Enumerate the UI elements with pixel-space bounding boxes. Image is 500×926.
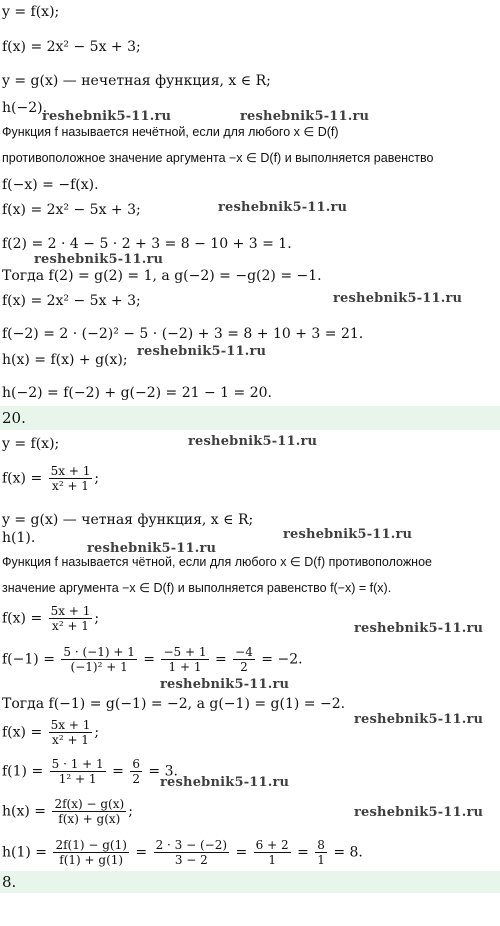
p2-line-13: h(1) = $\frac{2f(1) - g(1)}{f(1) + g(1)}$ = $\frac{2 \cdot 3 - (-2)}{3 - 2}$ = $\frac{6 + 2}{1}$ = $\frac{8}{1}$ = 8.: [2, 838, 363, 867]
p2-fraction: $\frac{5x + 1}{\text{x² + 1}}$: [50, 464, 91, 493]
p2-fraction: $\frac{8}{1}$: [317, 838, 325, 867]
p2-line-1: y = f(x);: [2, 436, 60, 452]
watermark: reshebnik5-11.ru: [333, 291, 463, 306]
p2-definition-1: Функция f называется чётной, если для любого x ∈ D(f) противоположное: [2, 555, 432, 569]
watermark: reshebnik5-11.ru: [137, 344, 267, 359]
p2-answer: 8.: [0, 871, 500, 893]
p2-fraction: $\frac{2f(1) - g(1)}{f(1) + g(1)}$: [55, 838, 127, 867]
p1-line-2: f(x) = 2x² − 5x + 3;: [2, 39, 141, 55]
p2-fraction: $\frac{5 \cdot (-1) + 1}{\text{(−1)² + 1}}$: [63, 645, 135, 674]
p2-fraction: $\frac{-4}{2}$: [235, 645, 253, 674]
p2-fraction: $\frac{2f(x) - g(x)}{f(x) + g(x)}$: [54, 797, 125, 826]
p1-line-4: h(−2).: [2, 100, 48, 116]
p1-line-8: f(x) = 2x² − 5x + 3;: [2, 202, 141, 218]
p1-definition-2: противоположное значение аргумента −x ∈ D(f) и выполняется равенство: [2, 151, 434, 165]
p2-line-9: Тогда f(−1) = g(−1) = −2, а g(−1) = g(1) = −2.: [2, 696, 346, 712]
p1-line-3: y = g(x) — нечетная функция, x ∈ R;: [2, 73, 271, 89]
watermark: reshebnik5-11.ru: [240, 109, 370, 124]
p2-line-11: f(1) = $\frac{5 \cdot 1 + 1}{\text{1² + 1}}$ = $\frac{6}{2}$ = 3.: [2, 757, 178, 786]
p2-line-7: f(x) = $\frac{5x + 1}{\text{x² + 1}}$ ;: [2, 604, 100, 633]
watermark: reshebnik5-11.ru: [354, 621, 484, 636]
p1-line-13: h(x) = f(x) + g(x);: [2, 352, 128, 368]
p1-definition-1: Функция f называется нечётной, если для любого x ∈ D(f): [2, 125, 339, 139]
p2-fraction: $\frac{5x + 1}{\text{x² + 1}}$: [50, 604, 91, 633]
p2-fraction: $\frac{-5 + 1}{1 + 1}$: [163, 645, 207, 674]
p2-fraction: $\frac{5 \cdot 1 + 1}{\text{1² + 1}}$: [51, 757, 104, 786]
p1-line-9: f(2) = 2 · 4 − 5 · 2 + 3 = 8 − 10 + 3 = 1.: [2, 236, 292, 252]
p2-definition-2: значение аргумента −x ∈ D(f) и выполняется равенство f(−x) = f(x).: [2, 581, 392, 595]
p2-fraction: $\frac{6 + 2}{1}$: [255, 838, 289, 867]
watermark: reshebnik5-11.ru: [354, 712, 484, 727]
p1-line-7: f(−x) = −f(x).: [2, 177, 99, 193]
p2-fraction: $\frac{5x + 1}{\text{x² + 1}}$: [50, 718, 91, 747]
watermark: reshebnik5-11.ru: [160, 677, 290, 692]
watermark: reshebnik5-11.ru: [87, 541, 217, 556]
p1-line-1: y = f(x);: [2, 4, 60, 20]
watermark: reshebnik5-11.ru: [188, 434, 318, 449]
p1-answer: 20.: [0, 406, 500, 430]
p1-line-11: f(x) = 2x² − 5x + 3;: [2, 293, 141, 309]
p2-line-12: h(x) = $\frac{2f(x) - g(x)}{f(x) + g(x)}$ ;: [2, 797, 133, 826]
watermark: reshebnik5-11.ru: [218, 200, 348, 215]
watermark: reshebnik5-11.ru: [34, 252, 164, 267]
p1-line-14: h(−2) = f(−2) + g(−2) = 21 − 1 = 20.: [2, 385, 272, 401]
p2-line-4: h(1).: [2, 530, 36, 546]
p2-line-3: y = g(x) — четная функция, x ∈ R;: [2, 512, 254, 528]
watermark: reshebnik5-11.ru: [354, 805, 484, 820]
watermark: reshebnik5-11.ru: [283, 527, 413, 542]
p2-line-8: f(−1) = $\frac{5 \cdot (-1) + 1}{\text{(−1)² + 1}}$ = $\frac{-5 + 1}{1 + 1}$ = $\frac{-4}{2}$ = −2.: [2, 645, 303, 674]
p1-line-10: Тогда f(2) = g(2) = 1, а g(−2) = −g(2) = −1.: [2, 268, 322, 284]
watermark: reshebnik5-11.ru: [160, 775, 290, 790]
watermark: reshebnik5-11.ru: [42, 109, 172, 124]
p2-fraction: $\frac{6}{2}$: [132, 757, 140, 786]
p2-line-10: f(x) = $\frac{5x + 1}{\text{x² + 1}}$ ;: [2, 718, 100, 747]
p2-fraction: $\frac{2 \cdot 3 - (-2)}{3 - 2}$: [155, 838, 228, 867]
p2-line-2: f(x) = $\frac{5x + 1}{\text{x² + 1}}$ ;: [2, 464, 100, 493]
p1-line-12: f(−2) = 2 · (−2)² − 5 · (−2) + 3 = 8 + 10 + 3 = 21.: [2, 326, 364, 342]
